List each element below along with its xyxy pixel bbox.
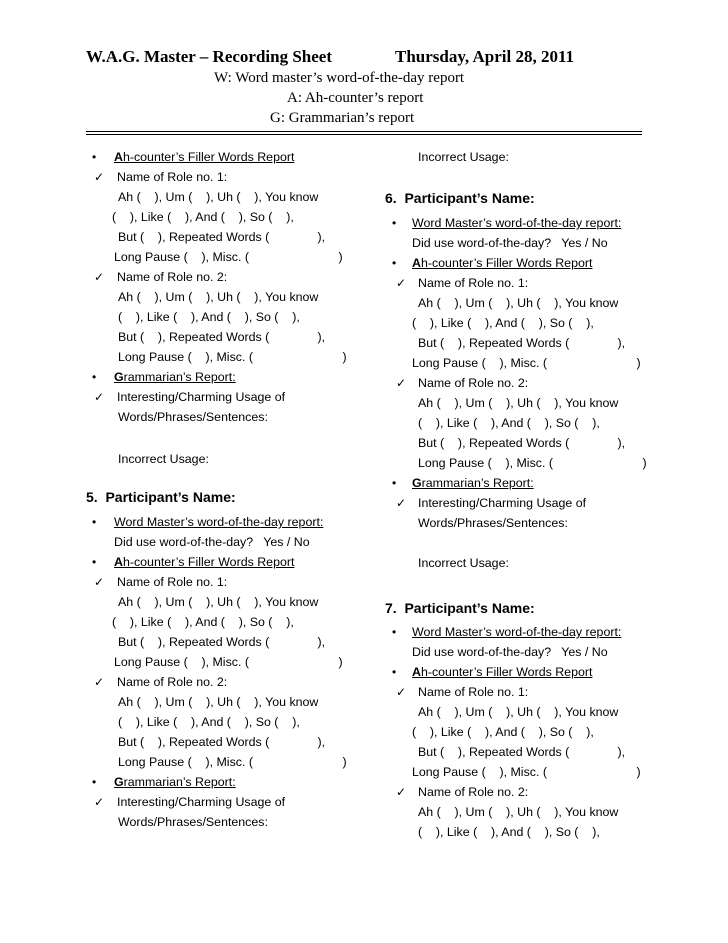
filler-line-2: ( ), Like ( ), And ( ), So ( ), bbox=[112, 210, 294, 224]
ah-counter-heading bbox=[412, 253, 592, 273]
interesting-label-2: Words/Phrases/Sentences: bbox=[118, 410, 268, 424]
g-initial: G bbox=[114, 370, 124, 384]
bullet-icon: • bbox=[92, 370, 97, 384]
ah-counter-heading bbox=[114, 147, 294, 167]
legend-w: W: Word master’s word-of-the-day report bbox=[214, 70, 465, 86]
legend-a: A: Ah-counter’s report bbox=[287, 90, 424, 106]
word-master-heading: Word Master’s word-of-the-day report: bbox=[114, 515, 324, 529]
filler-line-2: ( ), Like ( ), And ( ), So ( ), bbox=[412, 316, 594, 330]
interesting-label-2: Words/Phrases/Sentences: bbox=[118, 815, 268, 829]
sheet-title: W.A.G. Master – Recording Sheet bbox=[86, 47, 333, 66]
grammarian-heading bbox=[114, 367, 236, 387]
sheet-date: Thursday, April 28, 2011 bbox=[395, 47, 575, 66]
bullet-icon: • bbox=[92, 150, 97, 164]
interesting-label: Interesting/Charming Usage of bbox=[117, 795, 286, 809]
incorrect-usage-label: Incorrect Usage: bbox=[418, 150, 509, 164]
bullet-icon: • bbox=[392, 476, 397, 490]
header-rule-top bbox=[86, 131, 642, 132]
filler-line-2: ( ), Like ( ), And ( ), So ( ), bbox=[112, 615, 294, 629]
did-use-line: Did use word-of-the-day? Yes / No bbox=[412, 645, 608, 659]
incorrect-usage-label: Incorrect Usage: bbox=[418, 556, 509, 570]
filler-line-1: Ah ( ), Um ( ), Uh ( ), You know bbox=[418, 396, 619, 410]
filler-line-4: Long Pause ( ), Misc. ( ) bbox=[114, 250, 343, 264]
g-heading-text: rammarian’s Report: bbox=[123, 775, 236, 789]
g-initial: G bbox=[114, 775, 124, 789]
filler-line-2: ( ), Like ( ), And ( ), So ( ), bbox=[118, 310, 300, 324]
grammarian-heading bbox=[412, 473, 534, 493]
filler-line-2: ( ), Like ( ), And ( ), So ( ), bbox=[118, 715, 300, 729]
check-icon: ✓ bbox=[94, 795, 105, 809]
bullet-icon: • bbox=[392, 665, 397, 679]
interesting-label-2: Words/Phrases/Sentences: bbox=[418, 516, 568, 530]
ah-initial: A bbox=[114, 555, 123, 569]
filler-line-3: But ( ), Repeated Words ( ), bbox=[118, 230, 326, 244]
filler-line-3: But ( ), Repeated Words ( ), bbox=[118, 330, 326, 344]
ah-heading-text: h-counter’s Filler Words Report bbox=[122, 555, 295, 569]
check-icon: ✓ bbox=[94, 390, 105, 404]
check-icon: ✓ bbox=[396, 276, 407, 290]
role-1-label: Name of Role no. 1: bbox=[418, 685, 529, 699]
header-rule-bottom bbox=[86, 134, 642, 135]
bullet-icon: • bbox=[392, 216, 397, 230]
role-2-label: Name of Role no. 2: bbox=[117, 675, 228, 689]
bullet-icon: • bbox=[92, 515, 97, 529]
role-1-label: Name of Role no. 1: bbox=[117, 170, 228, 184]
filler-line-2: ( ), Like ( ), And ( ), So ( ), bbox=[412, 725, 594, 739]
section-5-heading: 5. Participant’s Name: bbox=[86, 489, 236, 505]
ah-initial: A bbox=[412, 665, 421, 679]
ah-heading-text: h-counter’s Filler Words Report bbox=[420, 665, 593, 679]
role-2-label: Name of Role no. 2: bbox=[117, 270, 228, 284]
check-icon: ✓ bbox=[94, 170, 105, 184]
filler-line-1: Ah ( ), Um ( ), Uh ( ), You know bbox=[418, 705, 619, 719]
check-icon: ✓ bbox=[396, 685, 407, 699]
filler-line-3: But ( ), Repeated Words ( ), bbox=[418, 336, 626, 350]
grammarian-heading bbox=[114, 772, 236, 792]
g-initial: G bbox=[412, 476, 422, 490]
legend-g: G: Grammarian’s report bbox=[270, 110, 415, 126]
filler-line-1: Ah ( ), Um ( ), Uh ( ), You know bbox=[118, 595, 319, 609]
interesting-label: Interesting/Charming Usage of bbox=[418, 496, 587, 510]
bullet-icon: • bbox=[392, 625, 397, 639]
filler-line-2: ( ), Like ( ), And ( ), So ( ), bbox=[418, 825, 600, 839]
filler-line-4: Long Pause ( ), Misc. ( ) bbox=[418, 456, 647, 470]
filler-line-4: Long Pause ( ), Misc. ( ) bbox=[412, 356, 641, 370]
filler-line-4: Long Pause ( ), Misc. ( ) bbox=[412, 765, 641, 779]
filler-line-2: ( ), Like ( ), And ( ), So ( ), bbox=[418, 416, 600, 430]
check-icon: ✓ bbox=[396, 496, 407, 510]
bullet-icon: • bbox=[92, 555, 97, 569]
check-icon: ✓ bbox=[396, 785, 407, 799]
check-icon: ✓ bbox=[94, 270, 105, 284]
filler-line-1: Ah ( ), Um ( ), Uh ( ), You know bbox=[118, 695, 319, 709]
did-use-line: Did use word-of-the-day? Yes / No bbox=[114, 535, 310, 549]
check-icon: ✓ bbox=[94, 675, 105, 689]
interesting-label: Interesting/Charming Usage of bbox=[117, 390, 286, 404]
incorrect-usage-label: Incorrect Usage: bbox=[118, 452, 209, 466]
bullet-icon: • bbox=[392, 256, 397, 270]
section-7-heading: 7. Participant’s Name: bbox=[385, 600, 535, 616]
ah-heading-text: h-counter’s Filler Words Report bbox=[122, 150, 295, 164]
filler-line-3: But ( ), Repeated Words ( ), bbox=[118, 635, 326, 649]
check-icon: ✓ bbox=[396, 376, 407, 390]
role-2-label: Name of Role no. 2: bbox=[418, 376, 529, 390]
filler-line-1: Ah ( ), Um ( ), Uh ( ), You know bbox=[418, 805, 619, 819]
filler-line-4: Long Pause ( ), Misc. ( ) bbox=[118, 755, 347, 769]
bullet-icon: • bbox=[92, 775, 97, 789]
ah-initial: A bbox=[114, 150, 123, 164]
check-icon: ✓ bbox=[94, 575, 105, 589]
filler-line-3: But ( ), Repeated Words ( ), bbox=[418, 745, 626, 759]
filler-line-3: But ( ), Repeated Words ( ), bbox=[418, 436, 626, 450]
filler-line-1: Ah ( ), Um ( ), Uh ( ), You know bbox=[118, 190, 319, 204]
ah-initial: A bbox=[412, 256, 421, 270]
word-master-heading: Word Master’s word-of-the-day report: bbox=[412, 625, 622, 639]
filler-line-1: Ah ( ), Um ( ), Uh ( ), You know bbox=[118, 290, 319, 304]
ah-counter-heading bbox=[412, 662, 592, 682]
ah-heading-text: h-counter’s Filler Words Report bbox=[420, 256, 593, 270]
filler-line-4: Long Pause ( ), Misc. ( ) bbox=[118, 350, 347, 364]
g-heading-text: rammarian’s Report: bbox=[123, 370, 236, 384]
filler-line-3: But ( ), Repeated Words ( ), bbox=[118, 735, 326, 749]
ah-counter-heading bbox=[114, 552, 294, 572]
role-2-label: Name of Role no. 2: bbox=[418, 785, 529, 799]
filler-line-1: Ah ( ), Um ( ), Uh ( ), You know bbox=[418, 296, 619, 310]
role-1-label: Name of Role no. 1: bbox=[117, 575, 228, 589]
did-use-line: Did use word-of-the-day? Yes / No bbox=[412, 236, 608, 250]
section-6-heading: 6. Participant’s Name: bbox=[385, 190, 535, 206]
role-1-label: Name of Role no. 1: bbox=[418, 276, 529, 290]
g-heading-text: rammarian’s Report: bbox=[421, 476, 534, 490]
filler-line-4: Long Pause ( ), Misc. ( ) bbox=[114, 655, 343, 669]
word-master-heading: Word Master’s word-of-the-day report: bbox=[412, 216, 622, 230]
